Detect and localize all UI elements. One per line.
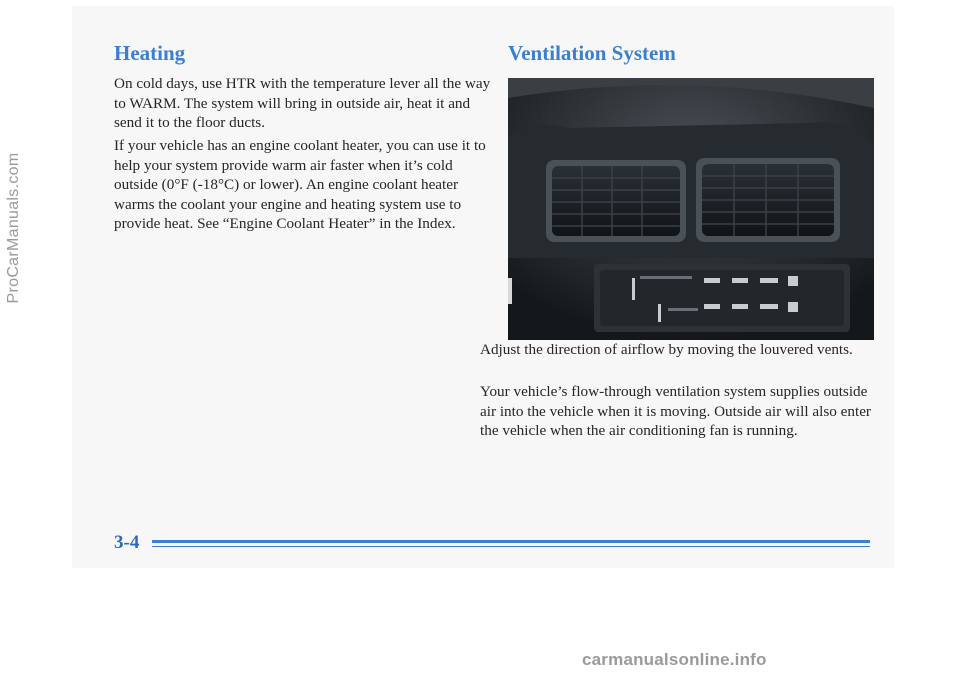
heating-heading: Heating (114, 41, 186, 65)
heating-paragraph-2: If your vehicle has an engine coolant heater, you can use it to help your system provide warm air faster when it’s cold outside (0°F (-18°C) or lower). An engine coolant heater warms the coolant your engine and heating system use to provide heat. See “Engine Coolant Heater” in the Index. (114, 137, 486, 232)
dashboard-vents-photo (508, 78, 874, 340)
heating-paragraph-1: On cold days, use HTR with the temperature lever all the way to WARM. The system will bring in outside air, heat it and send it to the floor ducts. (114, 75, 491, 131)
footer-rule-thin (152, 546, 870, 547)
ventilation-paragraph-1: Adjust the direction of airflow by moving the louvered vents. (480, 341, 853, 358)
page-number: 3-4 (114, 532, 140, 553)
side-watermark-text: ProCarManuals.com (5, 152, 22, 304)
bottom-watermark: carmanualsonline.info (582, 650, 767, 669)
footer-rule-thick (152, 540, 870, 543)
ventilation-paragraph-2: Your vehicle’s flow-through ventilation system supplies outside air into the vehicle when it is moving. Outside air will also enter the vehicle when the air conditioning fan is running. (480, 383, 871, 439)
side-watermark (0, 28, 28, 428)
ventilation-heading: Ventilation System (508, 41, 676, 65)
